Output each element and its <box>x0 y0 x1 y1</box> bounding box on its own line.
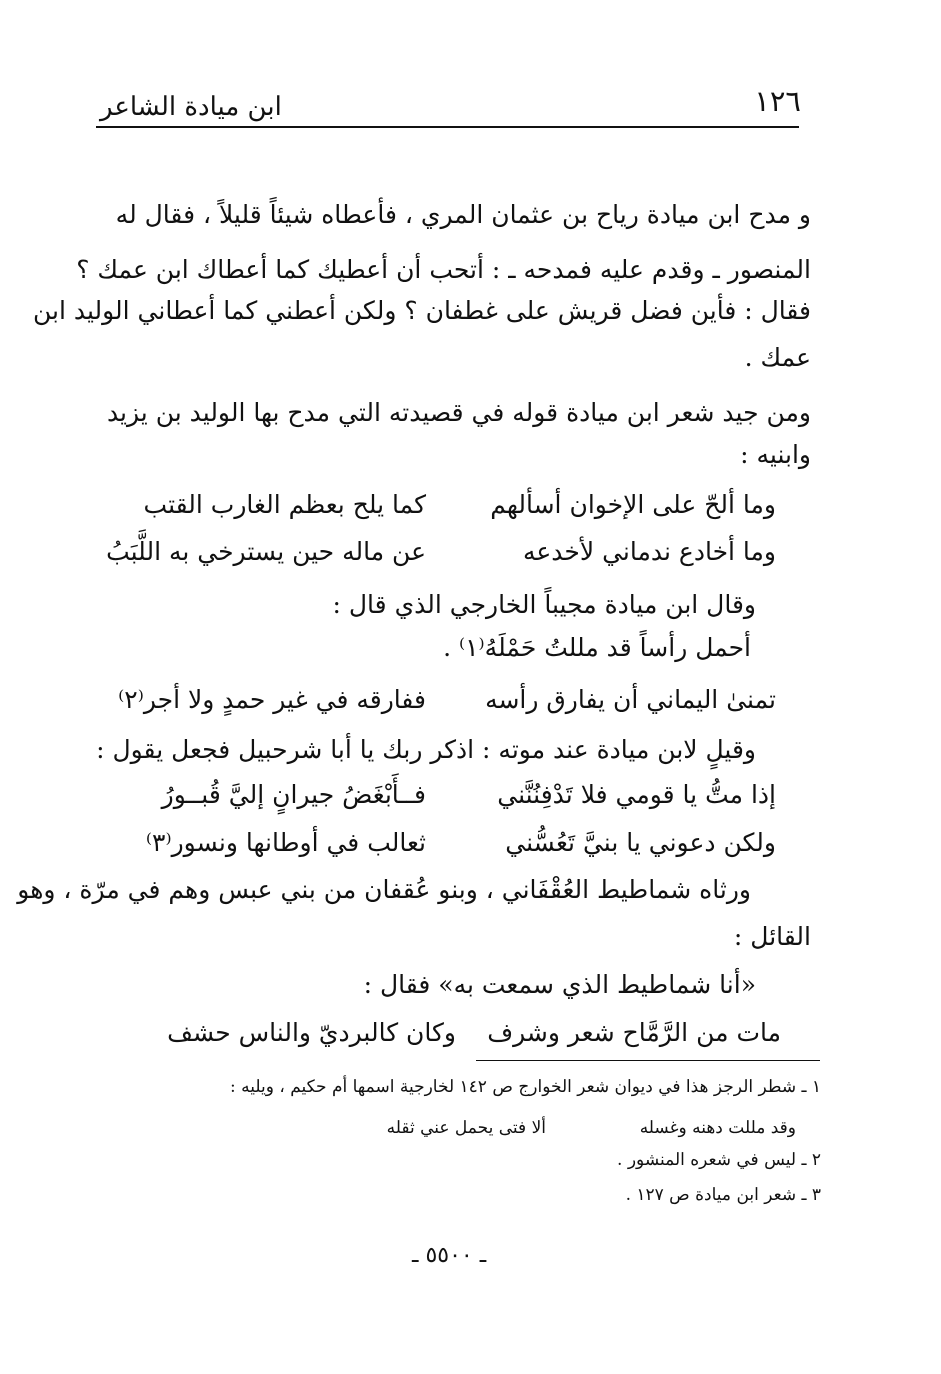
body-line-qail: القائل : <box>733 922 811 951</box>
footnote-rule <box>476 1060 820 1061</box>
header-rule <box>96 126 799 128</box>
verse4-hemistich-right: مات من الرَّمَّاح شعر وشرف <box>487 1018 781 1047</box>
verse2-hemistich-right: تمنىٰ اليماني أن يفارق رأسه <box>485 685 776 714</box>
verse3-1-hemistich-right: إذا متُّ يا قومي فلا تَدْفِنُنَّني <box>497 780 776 809</box>
body-line-3: فقال : فأين فضل قريش على غطفان ؟ ولكن أعطني كما أعطاني الوليد ابن <box>32 296 811 325</box>
footnote-2: ٢ ـ ليس في شعره المنشور . <box>617 1150 821 1170</box>
verse2-hemistich-left: ففارقه في غير حمدٍ ولا أجر⁽٢⁾ <box>118 685 426 714</box>
body-line-2: المنصور ـ وقدم عليه فمدحه ـ : أتحب أن أعطيك كما أعطاك ابن عمك ؟ <box>76 255 811 284</box>
folio-number: ـ ٥٥٠٠ ـ <box>412 1243 487 1268</box>
body-line-quote-intro: وقال ابن ميادة مجيباً الخارجي الذي قال : <box>332 590 756 619</box>
verse1-1-hemistich-left: كما يلح بعظم الغارب القتب <box>143 490 426 519</box>
footnote-1-verse-left: ألا فتى يحمل عني ثقله <box>386 1118 546 1138</box>
verse1-1-hemistich-right: وما ألحّ على الإخوان أسألهم <box>490 490 776 519</box>
verse4-hemistich-left: وكان كالبرديّ والناس حشف <box>167 1018 456 1047</box>
running-head: ابن ميادة الشاعر <box>100 92 282 122</box>
body-line-elegy: ورثاه شماطيط العُقْفَاني ، وبنو عُقفان من بني عبس وهم في مرّة ، وهو <box>17 875 751 904</box>
footnote-3: ٣ ـ شعر ابن ميادة ص ١٢٧ . <box>625 1185 821 1205</box>
body-line-death: وقيلٍ لابن ميادة عند موته : اذكر ربك يا أبا شرحبيل فجعل يقول : <box>96 735 756 764</box>
body-line-rajaz: أحمل رأساً قد مللتُ حَمْلَهُ⁽١⁾ . <box>443 633 751 662</box>
body-line-4: عمك . <box>744 343 811 372</box>
footnote-1: ١ ـ شطر الرجز هذا في ديوان شعر الخوارج ص ١٤٢ لخارجية اسمها أم حكيم ، ويليه : <box>229 1077 821 1097</box>
verse1-2-hemistich-left: عن ماله حين يسترخي به اللَّبَبُ <box>106 537 426 566</box>
footnote-1-verse-right: وقد مللت دهنه وغسله <box>639 1118 796 1138</box>
page-number: ١٢٦ <box>754 84 801 118</box>
verse3-1-hemistich-left: فــأَبْغَضُ جيرانٍ إليَّ قُبــورُ <box>161 780 426 809</box>
verse3-2-hemistich-right: ولكن دعوني يا بنيَّ تَعُسُّني <box>505 828 776 857</box>
verse1-2-hemistich-right: وما أخادع ندماني لأخدعه <box>522 537 776 566</box>
body-line-6: وابنيه : <box>740 440 811 469</box>
verse3-2-hemistich-left: ثعالب في أوطانها ونسور⁽٣⁾ <box>145 828 426 857</box>
body-line-1: و مدح ابن ميادة رياح بن عثمان المري ، فأعطاه شيئاً قليلاً ، فقال له <box>115 200 811 229</box>
body-line-shamatit: «أنا شماطيط الذي سمعت به» فقال : <box>363 970 756 999</box>
body-line-5: ومن جيد شعر ابن ميادة قوله في قصيدته التي مدح بها الوليد بن يزيد <box>106 398 811 427</box>
